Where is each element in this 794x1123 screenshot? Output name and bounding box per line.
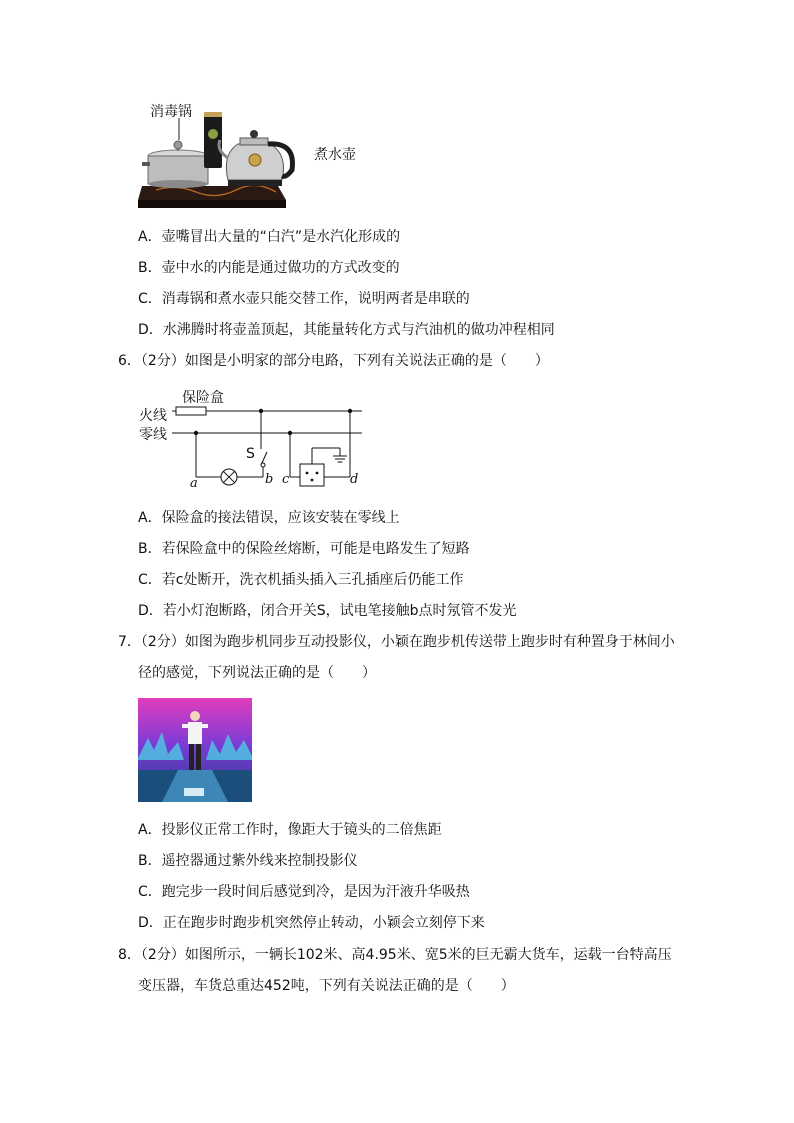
- q5-option-b: B．壶中水的内能是通过做功的方式改变的: [138, 260, 400, 276]
- q5-option-d: D．水沸腾时将壶盖顶起，其能量转化方式与汽油机的做功冲程相同: [138, 322, 555, 338]
- q7-option-a: A．投影仪正常工作时，像距大于镜头的二倍焦距: [138, 822, 442, 838]
- treadmill-photo: [138, 698, 252, 802]
- label-point-a: a: [190, 476, 198, 491]
- q6-option-c: C．若c处断开，洗衣机插头插入三孔插座后仍能工作: [138, 572, 464, 588]
- kettle-illustration: [136, 98, 396, 213]
- label-point-d: d: [350, 472, 359, 487]
- q7-option-c: C．跑完步一段时间后感觉到冷，是因为汗液升华吸热: [138, 884, 470, 900]
- circuit-diagram: [136, 386, 376, 496]
- circuit-figure: [136, 386, 376, 496]
- q7-stem-line2: 径的感觉，下列说法正确的是（ ）: [138, 665, 376, 681]
- kettle-figure: [136, 98, 396, 213]
- label-switch-s: S: [246, 446, 255, 462]
- q5-option-a: A．壶嘴冒出大量的“白汽”是水汽化形成的: [138, 229, 401, 245]
- q8-stem-line2: 变压器，车货总重达452吨，下列有关说法正确的是（ ）: [138, 978, 515, 994]
- q7-option-b: B．遥控器通过紫外线来控制投影仪: [138, 853, 358, 869]
- q7-option-d: D．正在跑步时跑步机突然停止转动，小颖会立刻停下来: [138, 915, 485, 931]
- q6-stem: 6．（2分）如图是小明家的部分电路，下列有关说法正确的是（ ）: [118, 353, 549, 369]
- label-neutral-wire: 零线: [139, 427, 167, 443]
- q7-stem-line1: 7．（2分）如图为跑步机同步互动投影仪，小颖在跑步机传送带上跑步时有种置身于林间小: [118, 634, 675, 650]
- label-fuse-box: 保险盒: [182, 390, 224, 406]
- q6-option-b: B．若保险盒中的保险丝熔断，可能是电路发生了短路: [138, 541, 470, 557]
- label-sterilizer: 消毒锅: [150, 104, 192, 120]
- socket-symbol: [300, 464, 324, 486]
- label-kettle: 煮水壶: [314, 147, 356, 163]
- label-point-b: b: [265, 472, 274, 487]
- q8-stem-line1: 8．（2分）如图所示，一辆长102米、高4.95米、宽5米的巨无霸大货车，运载一台特高压: [118, 947, 672, 963]
- q6-option-a: A．保险盒的接法错误，应该安装在零线上: [138, 510, 400, 526]
- fuse-symbol: [176, 407, 206, 415]
- q5-option-c: C．消毒锅和煮水壶只能交替工作，说明两者是串联的: [138, 291, 470, 307]
- label-point-c: c: [282, 472, 290, 487]
- q6-option-d: D．若小灯泡断路，闭合开关S，试电笔接触b点时氖管不发光: [138, 603, 517, 619]
- label-live-wire: 火线: [139, 408, 167, 424]
